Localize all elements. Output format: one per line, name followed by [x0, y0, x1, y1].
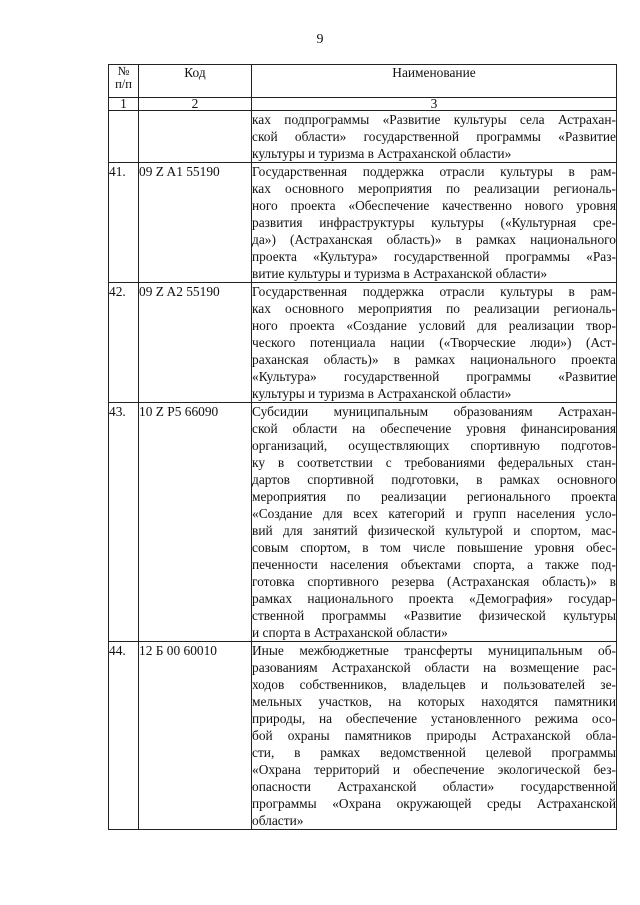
name-line: «Охрана территорий и обеспечение экологической без-: [252, 762, 616, 777]
budget-items-table: [108, 64, 617, 830]
name-line: рамках национального проекта «Демография» государ-: [252, 591, 616, 606]
name-line: ного проекта «Обеспечение качественно нового уровня: [252, 198, 616, 213]
row-code: 09 Z A1 55190: [139, 163, 252, 283]
row-name: [252, 403, 617, 642]
column-index: 3: [252, 98, 617, 111]
name-line: проекта «Культура» государственной программы «Раз-: [252, 249, 616, 264]
table-row: [109, 403, 617, 642]
name-line: витие культуры и туризма в Астраханской области»: [252, 266, 548, 281]
table-header-row: [109, 65, 617, 98]
row-name: [252, 283, 617, 403]
page-number: 9: [316, 32, 324, 47]
name-line: Субсидии муниципальным образованиям Астрахан-: [252, 404, 616, 419]
name-line: ного проекта «Создание условий для реализации твор-: [252, 318, 616, 333]
name-line: области»: [252, 813, 304, 828]
name-line: ках основного мероприятия по реализации региональ-: [252, 301, 616, 316]
header-number: № п/п: [109, 65, 139, 98]
name-line: совым спортом, в том числе повышение уровня обес-: [252, 540, 616, 555]
row-code: [139, 111, 252, 163]
name-line: Государственная поддержка отрасли культуры в рам-: [252, 284, 616, 299]
name-line: печенности населения объектами спорта, а также под-: [252, 557, 616, 572]
row-name: [252, 163, 617, 283]
row-name: [252, 111, 617, 163]
name-line: ках основного мероприятия по реализации региональ-: [252, 181, 616, 196]
name-line: организаций, осуществляющих спортивную подготов-: [252, 438, 616, 453]
column-index-row: [109, 98, 617, 111]
name-line: «Культура» государственной программы «Развитие: [252, 369, 616, 384]
name-line: готовка спортивного резерва (Астраханская область)» в: [252, 574, 616, 589]
name-line: разованиям Астраханской области на возмещение рас-: [252, 660, 616, 675]
name-line: мероприятия по реализации регионального проекта: [252, 489, 616, 504]
name-line: развития инфраструктуры культуры («Культурная сре-: [252, 215, 616, 230]
name-line: сти, в рамках ведомственной целевой программы: [252, 745, 616, 760]
row-number: 42.: [109, 283, 139, 403]
name-line: ской области на обеспечение уровня финансирования: [252, 421, 616, 436]
row-code: 09 Z A2 55190: [139, 283, 252, 403]
table-row: [109, 283, 617, 403]
table-row: [109, 642, 617, 830]
column-index: 1: [109, 98, 139, 111]
column-index: 2: [139, 98, 252, 111]
name-line: мельных участков, на которых находятся памятники: [252, 694, 616, 709]
name-line: опасности Астраханской области» государственной: [252, 779, 616, 794]
name-line: да») (Астраханская область)» в рамках национального: [252, 232, 616, 247]
name-line: «Создание для всех категорий и групп населения усло-: [252, 506, 616, 521]
name-line: культуры и туризма в Астраханской области»: [252, 386, 512, 401]
table-row: [109, 163, 617, 283]
name-line: Государственная поддержка отрасли культуры в рам-: [252, 164, 616, 179]
row-name: [252, 642, 617, 830]
name-line: культуры и туризма в Астраханской области»: [252, 146, 512, 161]
name-line: и спорта в Астраханской области»: [252, 625, 448, 640]
header-name: Наименование: [252, 65, 617, 98]
table-row-continuation: [109, 111, 617, 163]
row-number: [109, 111, 139, 163]
name-line: программы «Охрана окружающей среды Астраханской: [252, 796, 616, 811]
row-code: 10 Z P5 66090: [139, 403, 252, 642]
name-line: природы, на обеспечение установленного режима осо-: [252, 711, 616, 726]
name-line: раханская область)» в рамках национального проекта: [252, 352, 616, 367]
name-line: дартов спортивной подготовки, в рамках основного: [252, 472, 616, 487]
row-number: 43.: [109, 403, 139, 642]
name-line: Иные межбюджетные трансферты муниципальным об-: [252, 643, 616, 658]
row-number: 41.: [109, 163, 139, 283]
name-line: ку в соответствии с требованиями федеральных стан-: [252, 455, 616, 470]
name-line: ской области» государственной программы «Развитие: [252, 129, 616, 144]
name-line: ках подпрограммы «Развитие культуры села Астрахан-: [252, 112, 616, 127]
name-line: ходов собственников, владельцев и пользователей зе-: [252, 677, 616, 692]
name-line: вий для занятий физической культурой и спортом, мас-: [252, 523, 616, 538]
name-line: бой охраны памятников природы Астраханской обла-: [252, 728, 616, 743]
name-line: ческого потенциала нации («Творческие люди») (Аст-: [252, 335, 616, 350]
name-line: ственной программы «Развитие физической культуры: [252, 608, 616, 623]
row-code: 12 Б 00 60010: [139, 642, 252, 830]
row-number: 44.: [109, 642, 139, 830]
header-code: Код: [139, 65, 252, 98]
